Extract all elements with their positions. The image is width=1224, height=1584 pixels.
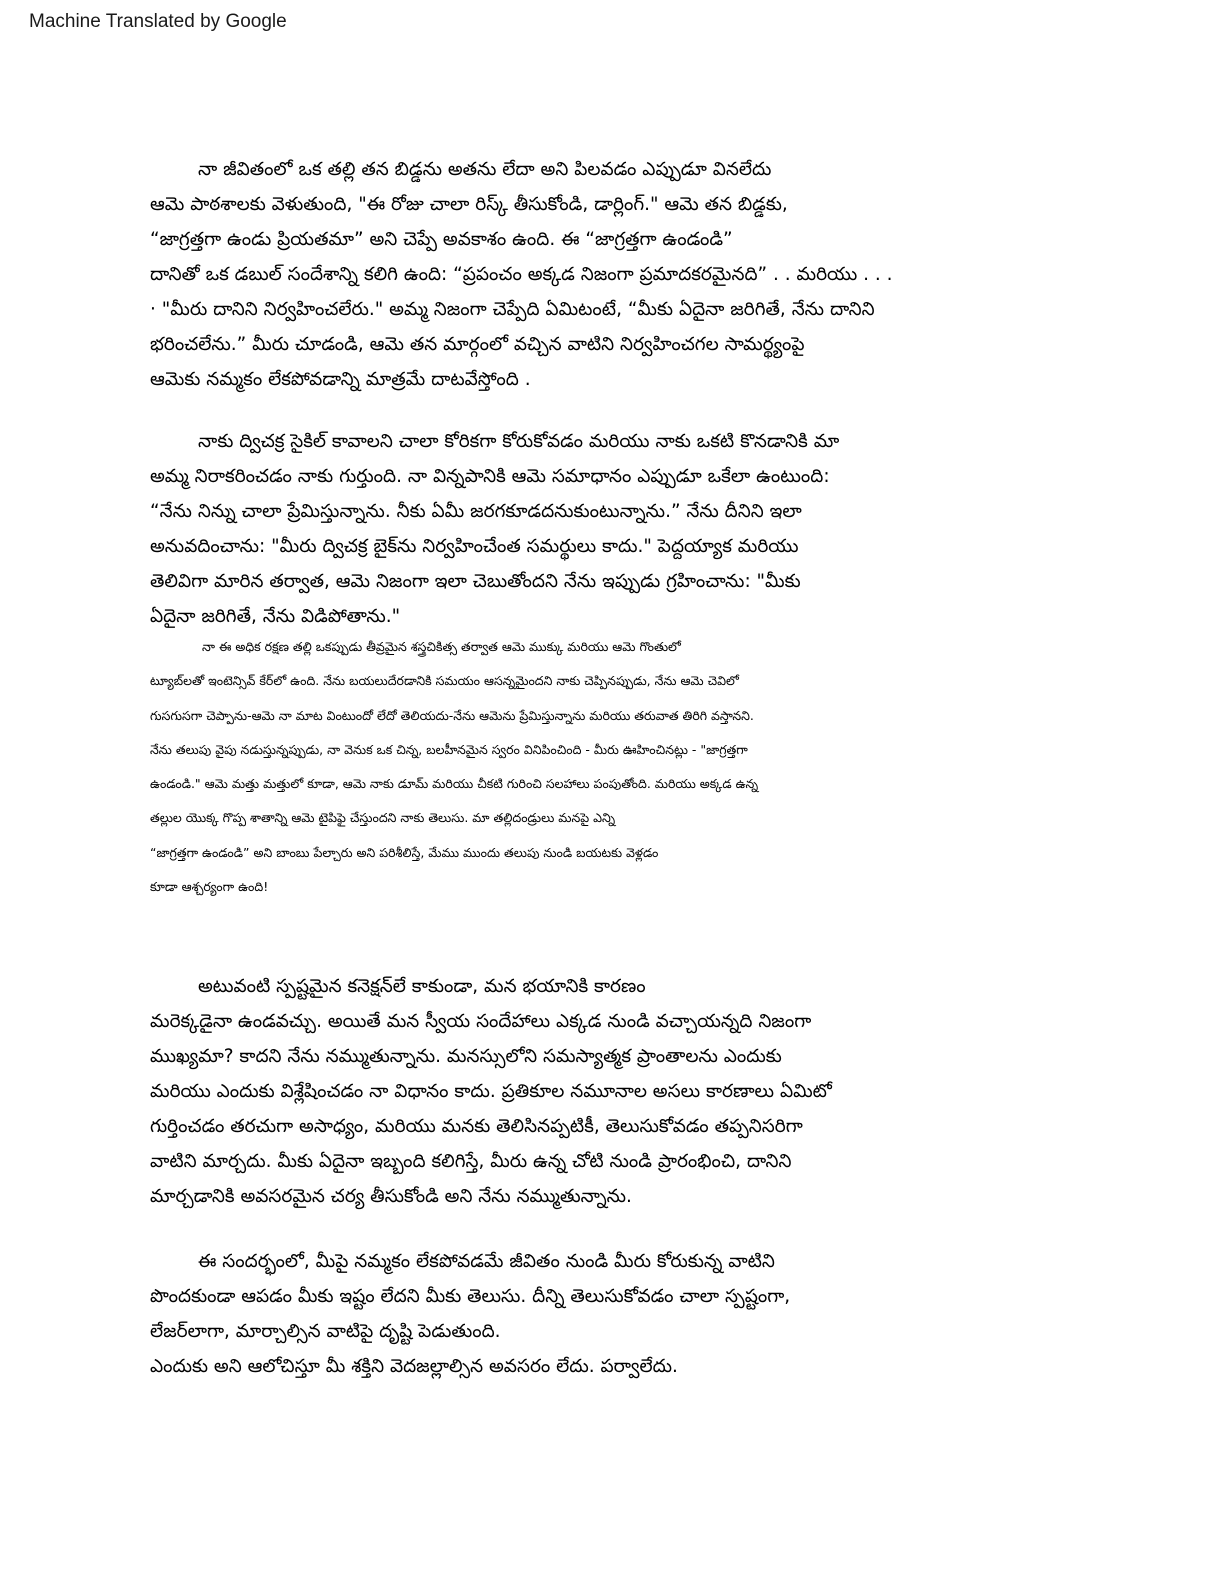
- paragraph-1: [150, 152, 1065, 397]
- paragraph-line: గుర్తించడం తరచుగా అసాధ్యం, మరియు మనకు తెలిసినప్పటికీ, తెలుసుకోవడం తప్పనిసరిగా: [150, 1116, 803, 1137]
- paragraph-line: “జాగ్రత్తగా ఉండండి” అని బాంబు పేల్చారు అని పరిశీలిస్తే, మేము ముందు తలుపు నుండి బయటకు వెళ్లడం: [150, 844, 659, 860]
- paragraph-line: గుసగుసగా చెప్పాను-ఆమె నా మాట వింటుందో లేదో తెలియదు-నేను ఆమెను ప్రేమిస్తున్నాను మరియు తరువాత తిరిగి వస్తానని.: [150, 707, 754, 723]
- paragraph-line: ఏదైనా జరిగితే, నేను విడిపోతాను.": [150, 606, 401, 627]
- paragraph-5: [150, 1244, 1065, 1384]
- paragraph-line: ఆమెకు నమ్మకం లేకపోవడాన్ని మాత్రమే దాటవేస్తోంది .: [150, 369, 531, 390]
- paragraph-4: [150, 969, 1065, 1214]
- paragraph-line: వాటిని మార్చదు. మీకు ఏదైనా ఇబ్బంది కలిగిస్తే, మీరు ఉన్న చోటి నుండి ప్రారంభించి, దానిని: [150, 1151, 792, 1172]
- paragraph-line: లేజర్‌లాగా, మార్చాల్సిన వాటిపై దృష్టి పెడుతుంది.: [150, 1321, 501, 1342]
- paragraph-line: మరియు ఎందుకు విశ్లేషించడం నా విధానం కాదు. ప్రతికూల నమూనాల అసలు కారణాలు ఏమిటో: [150, 1081, 832, 1102]
- paragraph-line: ఈ సందర్భంలో, మీపై నమ్మకం లేకపోవడమే జీవితం నుండి మీరు కోరుకున్న వాటిని: [198, 1251, 775, 1272]
- paragraph-line: నా ఈ అధిక రక్షణ తల్లి ఒకప్పుడు తీవ్రమైన శస్త్రచికిత్స తర్వాత ఆమె ముక్కు మరియు ఆమె గొంతులో: [202, 639, 681, 654]
- paragraph-line: తెలివిగా మారిన తర్వాత, ఆమె నిజంగా ఇలా చెబుతోందని నేను ఇప్పుడు గ్రహించాను: "మీకు: [150, 571, 801, 592]
- paragraph-line: అమ్మ నిరాకరించడం నాకు గుర్తుంది. నా విన్నపానికి ఆమె సమాధానం ఎప్పుడూ ఒకేలా ఉంటుంది:: [150, 466, 830, 487]
- paragraph-line: ముఖ్యమా? కాదని నేను నమ్ముతున్నాను. మనస్సులోని సమస్యాత్మక ప్రాంతాలను ఎందుకు: [150, 1046, 782, 1067]
- paragraph-line: మరెక్కడైనా ఉండవచ్చు. అయితే మన స్వీయ సందేహాలు ఎక్కడ నుండి వచ్చాయన్నది నిజంగా: [150, 1011, 812, 1032]
- paragraph-line: తల్లుల యొక్క గొప్ప శాతాన్ని ఆమె టైపిఫై చేస్తుందని నాకు తెలుసు. మా తల్లిదండ్రులు మనపై ఎన్ని: [150, 810, 616, 826]
- paragraph-2: [150, 424, 1065, 634]
- paragraph-3: [150, 630, 1065, 904]
- paragraph-line: “నేను నిన్ను చాలా ప్రేమిస్తున్నాను. నీకు ఏమీ జరగకూడదనుకుంటున్నాను.” నేను దీనిని ఇలా: [150, 501, 802, 522]
- paragraph-line: ట్యూబ్‌లతో ఇంటెన్సివ్ కేర్‌లో ఉంది. నేను బయలుదేరడానికి సమయం ఆసన్నమైందని నాకు చెప్పినప్పుడు, నేను ఆమె చెవిలో: [150, 673, 739, 689]
- paragraph-line: దానితో ఒక డబుల్ సందేశాన్ని కలిగి ఉంది: “ప్రపంచం అక్కడ నిజంగా ప్రమాదకరమైనది” . . మరియు . . .: [150, 264, 893, 285]
- paragraph-line: కూడా ఆశ్చర్యంగా ఉంది!: [150, 879, 269, 895]
- paragraph-line: “జాగ్రత్తగా ఉండు ప్రియతమా” అని చెప్పే అవకాశం ఉంది. ఈ “జాగ్రత్తగా ఉండండి”: [150, 229, 733, 250]
- paragraph-line: పొందకుండా ఆపడం మీకు ఇష్టం లేదని మీకు తెలుసు. దీన్ని తెలుసుకోవడం చాలా స్పష్టంగా,: [150, 1286, 791, 1307]
- paragraph-line: నేను తలుపు వైపు నడుస్తున్నప్పుడు, నా వెనుక ఒక చిన్న, బలహీనమైన స్వరం వినిపించింది - మీరు ఊహించినట్లు - "జాగ్రత్తగా: [150, 741, 748, 757]
- paragraph-line: అనువదించాను: "మీరు ద్విచక్ర బైక్‌ను నిర్వహించేంత సమర్థులు కాదు." పెద్దయ్యాక మరియు: [150, 536, 799, 557]
- page-header-label: Machine Translated by Google: [29, 11, 287, 32]
- paragraph-line: మార్చడానికి అవసరమైన చర్య తీసుకోండి అని నేను నమ్ముతున్నాను.: [150, 1186, 632, 1207]
- paragraph-line: ఎందుకు అని ఆలోచిస్తూ మీ శక్తిని వెదజల్లాల్సిన అవసరం లేదు. పర్వాలేదు.: [150, 1356, 678, 1377]
- paragraph-line: ఆమె పాఠశాలకు వెళుతుంది, "ఈ రోజు చాలా రిస్క్ తీసుకోండి, డార్లింగ్." ఆమె తన బిడ్డకు,: [150, 194, 788, 215]
- paragraph-line: నా జీవితంలో ఒక తల్లి తన బిడ్డను అతను లేదా అని పిలవడం ఎప్పుడూ వినలేదు: [198, 159, 772, 180]
- paragraph-line: అటువంటి స్పష్టమైన కనెక్షన్‌లే కాకుండా, మన భయానికి కారణం: [198, 976, 646, 997]
- paragraph-line: భరించలేను.” మీరు చూడండి, ఆమె తన మార్గంలో వచ్చిన వాటిని నిర్వహించగల సామర్థ్యంపై: [150, 334, 805, 355]
- paragraph-line: నాకు ద్విచక్ర సైకిల్ కావాలని చాలా కోరికగా కోరుకోవడం మరియు నాకు ఒకటి కొనడానికి మా: [198, 431, 840, 452]
- paragraph-line: ఉండండి." ఆమె మత్తు మత్తులో కూడా, ఆమె నాకు డూమ్ మరియు చీకటి గురించి సలహాలు పంపుతోంది. మరియు అక్కడ ఉన్న: [150, 776, 759, 792]
- paragraph-line: · "మీరు దానిని నిర్వహించలేరు." అమ్మ నిజంగా చెప్పేది ఏమిటంటే, “మీకు ఏదైనా జరిగితే, నేను దానిని: [150, 299, 875, 320]
